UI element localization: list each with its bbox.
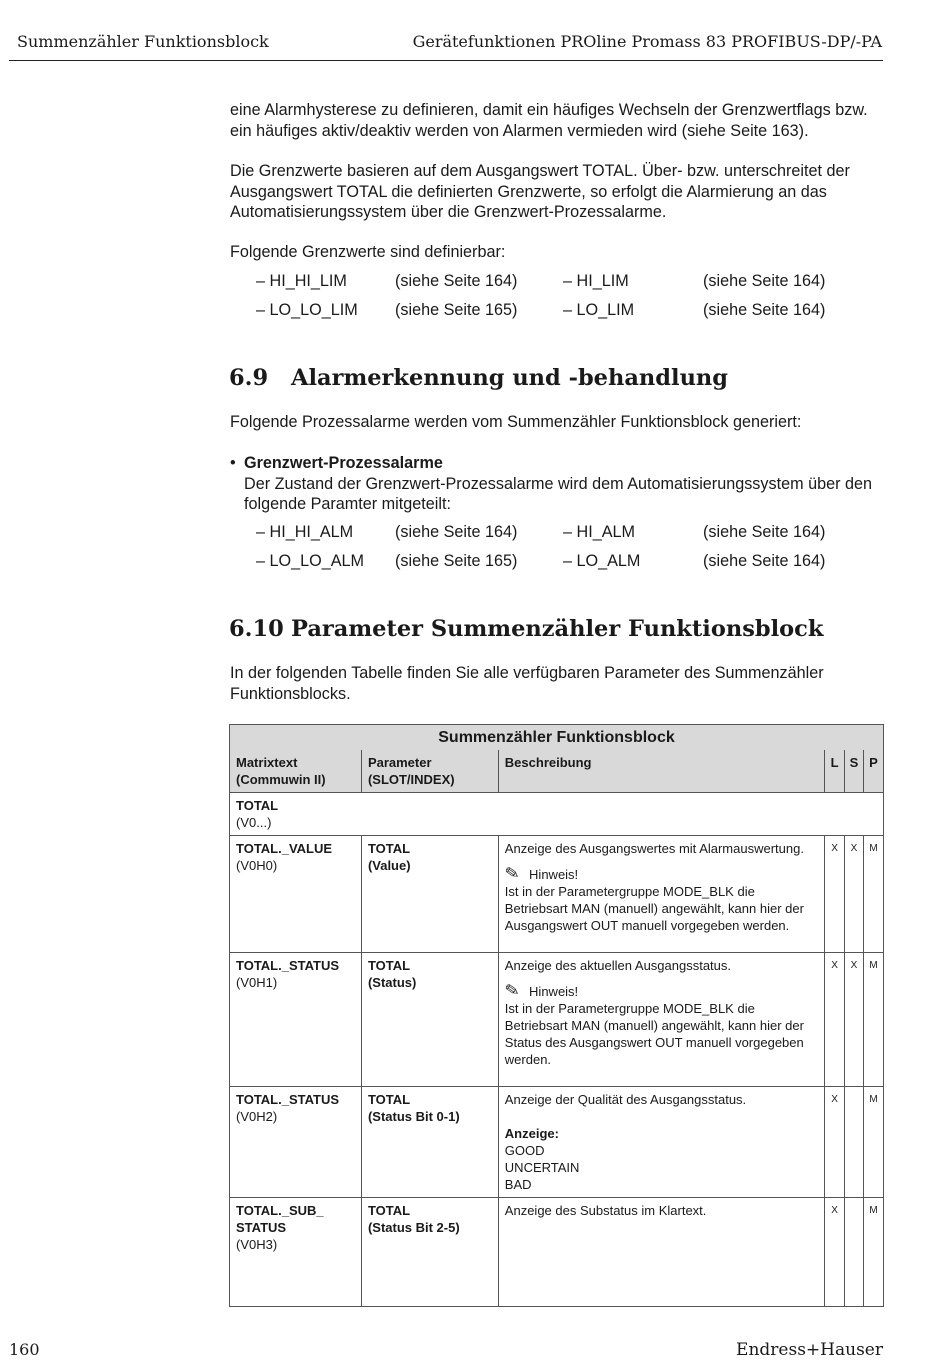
l-flag: X	[825, 953, 845, 1087]
bullet-text: Der Zustand der Grenzwert-Prozessalarme wird dem Automatisierungssystem über den folgende Paramter mitgeteilt:	[244, 474, 872, 513]
page-reference: (siehe Seite 164)	[395, 272, 518, 290]
option-value: UNCERTAIN	[504, 1160, 580, 1175]
column-header-parameter: Parameter (SLOT/INDEX)	[361, 750, 498, 793]
section-intro: Folgende Prozessalarme werden vom Summenzähler Funktionsblock generiert:	[230, 413, 802, 431]
parameter-cell: TOTAL (Value)	[361, 836, 498, 953]
list-item-label: – LO_LIM	[563, 301, 635, 319]
intro-paragraph-3: Folgende Grenzwerte sind definierbar:	[230, 243, 506, 261]
pencil-note-icon: ✎	[503, 862, 521, 885]
brand-logo-text: Endress+Hauser	[736, 1340, 883, 1360]
bullet-dot-icon: •	[230, 454, 236, 472]
list-item-label: – LO_LO_ALM	[256, 552, 364, 570]
table-header-row	[230, 750, 884, 793]
matrix-cell: TOTAL._SUB_ STATUS (V0H3)	[230, 1198, 362, 1307]
description-cell: Anzeige der Qualität des Ausgangsstatus. Anzeige: GOOD UNCERTAIN BAD	[498, 1087, 824, 1198]
page-reference: (siehe Seite 164)	[703, 272, 826, 290]
running-header-right: Gerätefunktionen PROline Promass 83 PROFIBUS-DP/-PA	[412, 32, 882, 51]
p-flag: M	[863, 1198, 883, 1307]
intro-paragraph-2: Die Grenzwerte basieren auf dem Ausgangswert TOTAL. Über- bzw. unterschreitet der Ausgangswert TOTAL die definierten Grenzwerte, so erfolgt die Alarmierung an das Automatisierungssystem über die Grenzwert-Prozessalarme.	[230, 162, 850, 221]
intro-paragraph-1: eine Alarmhysterese zu definieren, damit ein häufiges Wechseln der Grenzwertflags bzw. ein häufiges aktiv/deaktiv werden von Alarmen vermieden wird (siehe Seite 163).	[230, 101, 868, 140]
page-reference: (siehe Seite 165)	[395, 301, 518, 319]
list-item-label: – HI_ALM	[563, 523, 635, 541]
s-flag	[845, 1087, 864, 1198]
list-item-label: – LO_ALM	[563, 552, 641, 570]
page-reference: (siehe Seite 165)	[395, 552, 518, 570]
pencil-note-icon: ✎	[503, 979, 521, 1002]
section-number: 6.9	[229, 365, 269, 391]
parameter-cell: TOTAL (Status)	[361, 953, 498, 1087]
s-flag	[845, 1198, 864, 1307]
page-reference: (siehe Seite 164)	[703, 301, 826, 319]
l-flag: X	[825, 1087, 845, 1198]
section-title: Alarmerkennung und -behandlung	[291, 365, 729, 391]
description-cell: Anzeige des aktuellen Ausgangsstatus. ✎ Hinweis! Ist in der Parametergruppe MODE_BLK die Betriebsart MAN (manuell) angewählt, kann hier der Status des Ausgangswert OUT manuell vorgegeben werden.	[498, 953, 824, 1087]
header-divider	[9, 60, 883, 61]
bullet-item	[230, 453, 885, 515]
parameter-table	[229, 724, 884, 1307]
table-row	[230, 1087, 884, 1198]
matrix-cell: TOTAL._STATUS (V0H2)	[230, 1087, 362, 1198]
matrix-cell: TOTAL._VALUE (V0H0)	[230, 836, 362, 953]
column-header-p: P	[863, 750, 883, 793]
table-title: Summenzähler Funktionsblock	[230, 725, 884, 751]
section-heading	[229, 616, 823, 642]
table-group-row	[230, 793, 884, 836]
section-title: Parameter Summenzähler Funktionsblock	[291, 616, 824, 642]
p-flag: M	[863, 836, 883, 953]
page-number: 160	[9, 1340, 40, 1359]
table-row	[230, 953, 884, 1087]
description-cell: Anzeige des Substatus im Klartext.	[498, 1198, 824, 1307]
table-row	[230, 1198, 884, 1307]
group-cell: TOTAL (V0...)	[230, 793, 884, 836]
column-header-matrixtext: Matrixtext (Commuwin II)	[230, 750, 362, 793]
list-item-label: – HI_LIM	[563, 272, 629, 290]
running-header-left: Summenzähler Funktionsblock	[17, 32, 269, 51]
p-flag: M	[863, 953, 883, 1087]
column-header-l: L	[825, 750, 845, 793]
option-value: GOOD	[504, 1143, 545, 1158]
matrix-cell: TOTAL._STATUS (V0H1)	[230, 953, 362, 1087]
section-intro: In der folgenden Tabelle finden Sie alle verfügbaren Parameter des Summenzähler Funktionsblocks.	[230, 664, 824, 703]
page-reference: (siehe Seite 164)	[703, 552, 826, 570]
parameter-cell: TOTAL (Status Bit 2-5)	[361, 1198, 498, 1307]
display-label: Anzeige:	[504, 1126, 559, 1141]
hint-label: Hinweis!	[529, 984, 579, 999]
table-title-row	[230, 725, 884, 751]
page-reference: (siehe Seite 164)	[395, 523, 518, 541]
description-cell: Anzeige des Ausgangswertes mit Alarmauswertung. ✎ Hinweis! Ist in der Parametergruppe MODE_BLK die Betriebsart MAN (manuell) angewählt, kann hier der Ausgangswert OUT manuell vorgegeben werden.	[498, 836, 824, 953]
parameter-cell: TOTAL (Status Bit 0-1)	[361, 1087, 498, 1198]
page-reference: (siehe Seite 164)	[703, 523, 826, 541]
list-item-label: – HI_HI_ALM	[256, 523, 354, 541]
column-header-s: S	[845, 750, 864, 793]
s-flag: X	[845, 953, 864, 1087]
section-heading	[229, 365, 728, 391]
l-flag: X	[825, 836, 845, 953]
hint-label: Hinweis!	[529, 867, 579, 882]
list-item-label: – HI_HI_LIM	[256, 272, 347, 290]
bullet-title: Grenzwert-Prozessalarme	[244, 454, 443, 472]
option-value: BAD	[504, 1177, 532, 1192]
l-flag: X	[825, 1198, 845, 1307]
column-header-beschreibung: Beschreibung	[498, 750, 824, 793]
s-flag: X	[845, 836, 864, 953]
table-row	[230, 836, 884, 953]
section-number: 6.10	[229, 616, 284, 642]
list-item-label: – LO_LO_LIM	[256, 301, 358, 319]
p-flag: M	[863, 1087, 883, 1198]
